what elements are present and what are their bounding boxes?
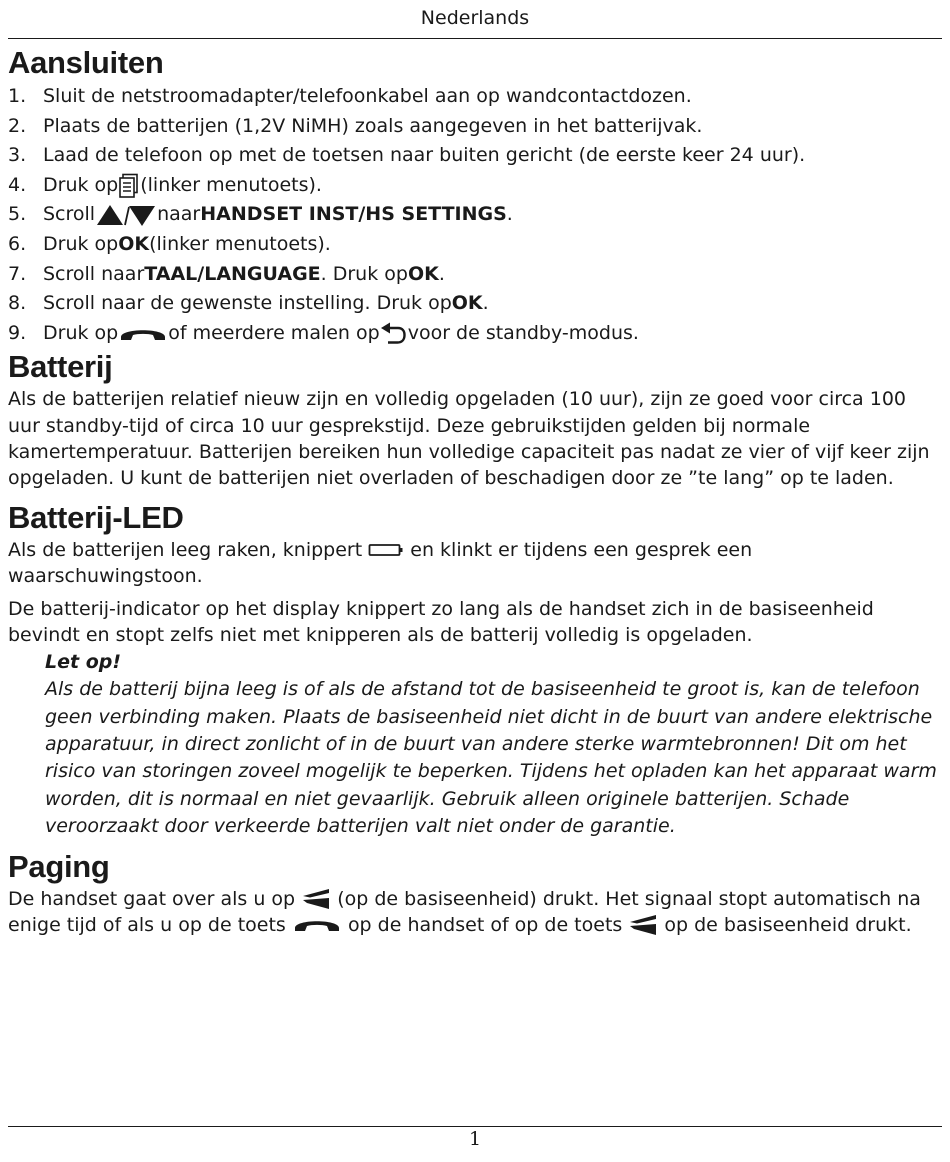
section-title-batterij-led: Batterij-LED — [8, 499, 184, 535]
step-item — [8, 230, 942, 260]
step-item — [8, 200, 942, 230]
step-text: Scroll naar TAAL/LANGUAGE . Druk op OK . — [43, 262, 445, 285]
note-title: Let op! — [45, 650, 122, 673]
step-number: 2. — [8, 114, 27, 137]
scroll-up-down-icon — [95, 203, 157, 227]
paging-paragraph: De handset gaat over als u op (op de basiseenheid) drukt. Het signaal stopt automatisch na enige tijd of als u op de toets op de handset of op de toets op de basiseenheid drukt. — [8, 887, 921, 936]
step-number: 8. — [8, 292, 27, 315]
step-text: Scroll naar de gewenste instelling. Druk op OK . — [43, 292, 489, 315]
step-text: Druk op OK (linker menutoets). — [43, 232, 331, 255]
steps-list — [8, 82, 942, 348]
paging-icon — [628, 914, 658, 936]
header-language: Nederlands — [420, 7, 530, 29]
header-divider — [8, 38, 942, 39]
paging-icon — [301, 888, 331, 910]
section-title-aansluiten: Aansluiten — [8, 45, 164, 80]
section-title-paging: Paging — [8, 848, 110, 884]
step-number: 1. — [8, 85, 27, 107]
step-text: Scroll naar HANDSET INST/HS SETTINGS . — [43, 203, 513, 226]
page-content — [8, 44, 942, 938]
step-item — [8, 260, 942, 290]
note-text: Als de batterij bijna leeg is of als de afstand tot de basiseenheid te groot is, kan de telefoon geen verbinding maken. Plaats de basiseenheid niet dicht in de buurt van andere elektrische apparatuur, in direct zonlicht of in de buurt van andere sterke warmtebronnen! Dit om het risico van storingen zoveel mogelijk te beperken. Tijdens het opladen kan het apparaat warm worden, dit is normaal en niet gevaarlijk. Gebruik alleen originele batterijen. Schade veroorzaakt door verkeerde batterijen valt niet onder de garantie. — [45, 678, 937, 838]
warning-note — [8, 649, 942, 841]
page-number: 1 — [468, 1128, 482, 1150]
step-number: 6. — [8, 232, 27, 255]
end-call-icon — [292, 915, 342, 935]
batterij-led-paragraph-2: De batterij-indicator op het display knippert zo lang als de handset zich in de basiseenheid bevindt en stopt zelfs niet met knipperen als de batterij volledig is opgeladen. — [8, 598, 874, 647]
menu-key-icon — [118, 173, 140, 199]
step-text: Druk op (linker menutoets). — [43, 171, 322, 201]
batterij-paragraph: Als de batterijen relatief nieuw zijn en volledig opgeladen (10 uur), zijn ze goed voor circa 100 uur standby-tijd of circa 10 uur gesprekstijd. Deze gebruikstijden gelden bij normale kamertemperatuur. Batterijen bereiken hun volledige capaciteit pas nadat ze vier of vijf keer zijn opgeladen. U kunt de batterijen niet overladen of beschadigen door ze ”te lang” op te laden. — [8, 388, 930, 490]
footer-divider — [8, 1126, 942, 1127]
step-number: 3. — [8, 144, 27, 167]
step-item — [8, 319, 942, 349]
step-number: 4. — [8, 173, 27, 196]
step-item — [8, 82, 942, 112]
step-item — [8, 141, 942, 171]
step-text: Sluit de netstroomadapter/telefoonkabel aan op wandcontactdozen. — [43, 85, 692, 107]
step-item — [8, 112, 942, 142]
end-call-icon — [118, 324, 168, 344]
step-number: 9. — [8, 321, 27, 344]
step-item — [8, 289, 942, 319]
battery-empty-icon — [368, 542, 404, 558]
step-text: Druk op of meerdere malen op voor de standby-modus. — [43, 319, 639, 349]
step-number: 7. — [8, 262, 27, 285]
section-title-batterij: Batterij — [8, 349, 113, 385]
back-arrow-icon — [380, 321, 408, 347]
step-text: Laad de telefoon op met de toetsen naar buiten gericht (de eerste keer 24 uur). — [43, 144, 806, 167]
step-number: 5. — [8, 203, 27, 226]
batterij-led-paragraph-1: Als de batterijen leeg raken, knippert en klinkt er tijdens een gesprek een waarschuwingstoon. — [8, 538, 753, 587]
step-text: Plaats de batterijen (1,2V NiMH) zoals aangegeven in het batterijvak. — [43, 114, 703, 137]
step-item — [8, 171, 942, 201]
